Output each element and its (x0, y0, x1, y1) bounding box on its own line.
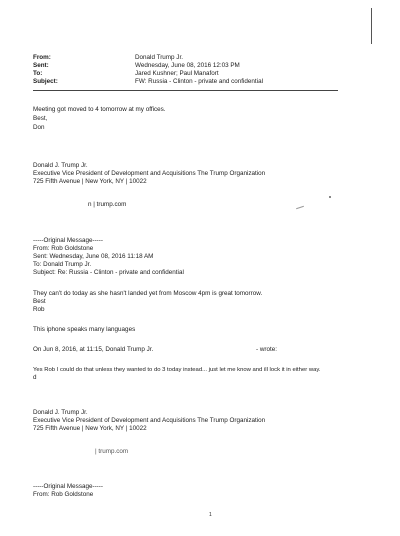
signature-address: 725 Fifth Avenue | New York, NY | 10022 (33, 425, 147, 432)
header-divider (33, 90, 338, 91)
subject-value: FW: Russia - Clinton - private and confidential (135, 78, 263, 85)
signature-address: 725 Fifth Avenue | New York, NY | 10022 (33, 178, 147, 185)
orig-sent: Sent: Wednesday, June 08, 2016 11:18 AM (33, 253, 154, 260)
body-line: This iphone speaks many languages (33, 326, 136, 333)
sent-label: Sent: (33, 62, 49, 69)
quote-wrote: - wrote: (256, 346, 277, 353)
signature-web: n | trump.com (88, 201, 127, 208)
quote-line: Yes Rob I could do that unless they wanted to do 3 today instead... just let me know and ill lock it in either way. (33, 367, 321, 373)
from-value: Donald Trump Jr. (135, 54, 183, 61)
to-label: To: (33, 70, 43, 77)
scan-speck (296, 206, 304, 209)
body-line: Don (33, 124, 45, 131)
scan-speck (329, 196, 331, 198)
page-number: 1 (209, 512, 212, 518)
body-line: They can't do today as she hasn't landed yet from Moscow 4pm is great tomorrow. (33, 290, 263, 297)
signature-title: Executive Vice President of Development and Acquisitions The Trump Organization (33, 170, 266, 177)
to-value: Jared Kushner; Paul Manafort (135, 70, 219, 77)
orig-from: From: Rob Goldstone (33, 491, 94, 498)
signature-name: Donald J. Trump Jr. (33, 162, 88, 169)
orig-from: From: Rob Goldstone (33, 245, 94, 252)
orig-subject: Subject: Re: Russia - Clinton - private and confidential (33, 269, 184, 276)
scan-edge-mark (371, 8, 372, 44)
original-message-separator: -----Original Message----- (33, 237, 103, 244)
subject-label: Subject: (33, 78, 58, 85)
orig-to: To: Donald Trump Jr. (33, 261, 92, 268)
signature-web: | trump.com (95, 448, 129, 455)
body-line: Meeting got moved to 4 tomorrow at my offices. (33, 106, 166, 113)
body-line: Best (33, 298, 46, 305)
original-message-separator: -----Original Message----- (33, 483, 103, 490)
quote-line: d (33, 374, 37, 381)
from-label: From: (33, 54, 51, 61)
signature-name: Donald J. Trump Jr. (33, 409, 88, 416)
body-line: Best, (33, 115, 48, 122)
body-line: Rob (33, 306, 45, 313)
signature-title: Executive Vice President of Development and Acquisitions The Trump Organization (33, 417, 266, 424)
sent-value: Wednesday, June 08, 2016 12:03 PM (135, 62, 240, 69)
quote-header: On Jun 8, 2016, at 11:15, Donald Trump Jr. (33, 346, 154, 353)
